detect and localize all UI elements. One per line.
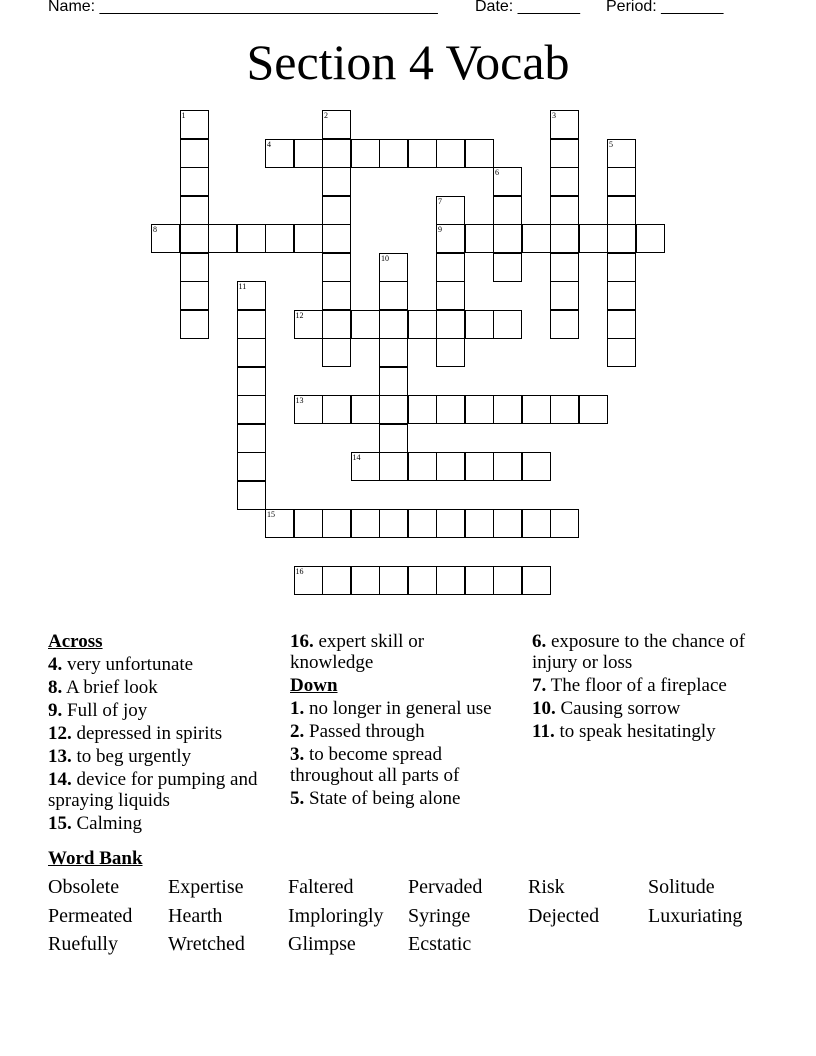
grid-cell[interactable] — [465, 566, 494, 595]
grid-cell[interactable] — [522, 509, 551, 538]
word-bank-title: Word Bank — [48, 848, 143, 869]
grid-cell[interactable] — [607, 196, 636, 225]
word-bank-item: Hearth — [168, 905, 223, 927]
grid-cell[interactable] — [379, 338, 408, 367]
grid-cell[interactable] — [607, 310, 636, 339]
grid-cell[interactable] — [579, 224, 608, 253]
grid-cell[interactable] — [237, 367, 266, 396]
grid-cell[interactable] — [607, 338, 636, 367]
grid-cell[interactable] — [379, 566, 408, 595]
clue-number: 4 — [267, 139, 271, 149]
clue-down-10: 10. Causing sorrow — [532, 698, 681, 719]
clue-down-2: 2. Passed through — [290, 721, 425, 742]
clue-down-6: 6. exposure to the chance of injury or loss — [532, 631, 746, 673]
grid-cell[interactable] — [180, 224, 209, 253]
grid-cell[interactable] — [237, 310, 266, 339]
clue-number: 9 — [438, 225, 442, 234]
grid-cell[interactable] — [436, 509, 465, 538]
grid-cell[interactable] — [322, 566, 351, 595]
grid-cell[interactable] — [379, 424, 408, 453]
grid-cell[interactable] — [550, 196, 579, 225]
grid-cell[interactable] — [436, 253, 465, 282]
grid-cell[interactable] — [550, 281, 579, 310]
grid-cell[interactable] — [322, 509, 351, 538]
grid-cell[interactable] — [151, 224, 180, 253]
date-field[interactable]: Date: _______ — [475, 0, 580, 15]
grid-cell[interactable] — [322, 338, 351, 367]
clue-across-9: 9. Full of joy — [48, 700, 148, 721]
clue-number: 13 — [295, 396, 304, 405]
grid-cell[interactable] — [379, 395, 408, 424]
clue-across-12: 12. depressed in spirits — [48, 723, 223, 744]
grid-cell[interactable] — [550, 310, 579, 339]
clue-number: 16 — [295, 567, 304, 576]
grid-cell[interactable] — [322, 110, 351, 139]
grid-cell[interactable] — [436, 224, 465, 253]
grid-cell[interactable] — [294, 310, 323, 339]
clues-column-3 — [532, 631, 762, 744]
grid-cell[interactable] — [436, 566, 465, 595]
clue-across-4: 4. very unfortunate — [48, 654, 194, 675]
grid-cell[interactable] — [465, 224, 494, 253]
clue-across-13: 13. to beg urgently — [48, 746, 192, 767]
name-field[interactable]: Name: ______________________________________ — [48, 0, 438, 15]
grid-cell[interactable] — [636, 224, 665, 253]
grid-cell[interactable] — [351, 395, 380, 424]
word-bank-item: Wretched — [168, 933, 245, 955]
grid-cell[interactable] — [550, 167, 579, 196]
grid-cell[interactable] — [607, 281, 636, 310]
grid-cell[interactable] — [465, 139, 494, 168]
clue-number: 6 — [495, 168, 499, 177]
word-bank-item: Obsolete — [48, 876, 120, 898]
grid-cell[interactable] — [322, 196, 351, 225]
grid-cell[interactable] — [493, 310, 522, 339]
clue-number: 12 — [295, 310, 304, 320]
grid-cell[interactable] — [294, 395, 323, 424]
clue-number: 14 — [352, 453, 361, 462]
clue-across-14: 14. device for pumping and spraying liquids — [48, 769, 258, 811]
word-bank-item: Glimpse — [288, 933, 356, 955]
grid-cell[interactable] — [237, 481, 266, 510]
grid-cell[interactable] — [322, 253, 351, 282]
grid-cell[interactable] — [408, 310, 437, 339]
grid-cell[interactable] — [379, 509, 408, 538]
grid-cell[interactable] — [322, 167, 351, 196]
clue-number: 7 — [438, 196, 442, 206]
grid-cell[interactable] — [237, 281, 266, 310]
grid-cell[interactable] — [550, 395, 579, 424]
grid-cell[interactable] — [408, 452, 437, 481]
clue-down-11: 11. to speak hesitatingly — [532, 721, 716, 742]
clue-number: 1 — [181, 111, 186, 120]
grid-cell[interactable] — [436, 395, 465, 424]
clue-number: 2 — [324, 111, 328, 120]
grid-cell[interactable] — [294, 139, 323, 168]
word-bank-item: Faltered — [288, 876, 354, 898]
word-bank-item: Expertise — [168, 876, 244, 898]
grid-cell[interactable] — [180, 253, 209, 282]
grid-cell[interactable] — [294, 224, 323, 253]
grid-cell[interactable] — [237, 395, 266, 424]
word-bank-item: Syringe — [408, 905, 471, 927]
grid-cell[interactable] — [436, 139, 465, 168]
grid-cell[interactable] — [351, 310, 380, 339]
grid-cell[interactable] — [351, 139, 380, 168]
clue-number: 10 — [381, 253, 389, 263]
grid-cell[interactable] — [294, 566, 323, 595]
grid-cell[interactable] — [493, 566, 522, 595]
grid-cell[interactable] — [436, 196, 465, 225]
clue-across-8: 8. A brief look — [48, 677, 158, 698]
grid-cell[interactable] — [180, 196, 209, 225]
grid-cell[interactable] — [379, 367, 408, 396]
grid-cell[interactable] — [322, 281, 351, 310]
down-heading: Down — [290, 675, 338, 696]
grid-cell[interactable] — [322, 395, 351, 424]
across-heading: Across — [48, 631, 103, 652]
clue-across-15: 15. Calming — [48, 813, 142, 834]
grid-cell[interactable] — [465, 452, 494, 481]
grid-cell[interactable] — [379, 139, 408, 168]
grid-cell[interactable] — [607, 224, 636, 253]
grid-cell[interactable] — [322, 224, 351, 253]
clue-number: 3 — [552, 111, 556, 120]
word-bank-item: Luxuriating — [648, 905, 743, 927]
clue-number: 8 — [153, 225, 157, 234]
grid-cell[interactable] — [408, 139, 437, 168]
grid-cell[interactable] — [180, 139, 209, 168]
word-bank-item: Ecstatic — [408, 933, 472, 955]
clue-number: 5 — [609, 139, 613, 149]
grid-cell[interactable] — [465, 395, 494, 424]
grid-cell[interactable] — [436, 452, 465, 481]
word-bank-item: Permeated — [48, 905, 133, 927]
grid-cell[interactable] — [351, 452, 380, 481]
grid-cell[interactable] — [550, 139, 579, 168]
grid-cell[interactable] — [408, 566, 437, 595]
clue-across-16: 16. expert skill or knowledge — [290, 631, 425, 673]
grid-cell[interactable] — [180, 310, 209, 339]
grid-cell[interactable] — [493, 167, 522, 196]
clue-down-1: 1. no longer in general use — [290, 698, 492, 719]
grid-cell[interactable] — [294, 509, 323, 538]
word-bank-item: Risk — [528, 876, 565, 898]
grid-cell[interactable] — [465, 509, 494, 538]
clue-number: 11 — [238, 282, 247, 291]
grid-cell[interactable] — [493, 509, 522, 538]
grid-cell[interactable] — [322, 139, 351, 168]
grid-cell[interactable] — [180, 281, 209, 310]
grid-cell[interactable] — [180, 110, 209, 139]
grid-cell[interactable] — [522, 566, 551, 595]
grid-cell[interactable] — [493, 224, 522, 253]
grid-cell[interactable] — [180, 167, 209, 196]
period-field[interactable]: Period: _______ — [606, 0, 724, 15]
grid-cell[interactable] — [493, 452, 522, 481]
grid-cell[interactable] — [351, 509, 380, 538]
grid-cell[interactable] — [237, 452, 266, 481]
grid-cell[interactable] — [265, 224, 294, 253]
grid-cell[interactable] — [493, 196, 522, 225]
word-bank-item: Imploringly — [288, 905, 384, 927]
grid-cell[interactable] — [465, 310, 494, 339]
clue-down-3: 3. to become spread throughout all parts of — [290, 744, 460, 786]
clue-down-7: 7. The floor of a fireplace — [532, 675, 727, 696]
grid-cell[interactable] — [550, 509, 579, 538]
grid-cell[interactable] — [493, 395, 522, 424]
grid-cell[interactable] — [436, 338, 465, 367]
grid-cell[interactable] — [607, 139, 636, 168]
grid-cell[interactable] — [322, 310, 351, 339]
clue-number: 15 — [267, 510, 275, 519]
grid-cell[interactable] — [550, 224, 579, 253]
grid-cell[interactable] — [607, 253, 636, 282]
grid-cell[interactable] — [408, 395, 437, 424]
grid-cell[interactable] — [237, 338, 266, 367]
word-bank-item: Pervaded — [408, 876, 483, 898]
grid-cell[interactable] — [522, 224, 551, 253]
grid-cell[interactable] — [379, 253, 408, 282]
grid-cell[interactable] — [237, 424, 266, 453]
grid-cell[interactable] — [579, 395, 608, 424]
clues-column-1 — [48, 631, 273, 836]
page-title: Section 4 Vocab — [246, 34, 570, 90]
grid-cell[interactable] — [493, 253, 522, 282]
grid-cell[interactable] — [607, 167, 636, 196]
grid-cell[interactable] — [265, 139, 294, 168]
grid-cell[interactable] — [522, 395, 551, 424]
clues-column-2 — [290, 631, 510, 811]
grid-cell[interactable] — [351, 566, 380, 595]
grid-cell[interactable] — [550, 110, 579, 139]
grid-cell[interactable] — [436, 281, 465, 310]
clue-down-5: 5. State of being alone — [290, 788, 461, 809]
grid-cell[interactable] — [379, 310, 408, 339]
word-bank-item: Ruefully — [48, 933, 118, 955]
grid-cell[interactable] — [379, 452, 408, 481]
grid-cell[interactable] — [379, 281, 408, 310]
grid-cell[interactable] — [550, 253, 579, 282]
grid-cell[interactable] — [237, 224, 266, 253]
word-bank-item: Solitude — [648, 876, 715, 898]
word-bank-item: Dejected — [528, 905, 600, 927]
grid-cell[interactable] — [208, 224, 237, 253]
grid-cell[interactable] — [265, 509, 294, 538]
grid-cell[interactable] — [408, 509, 437, 538]
grid-cell[interactable] — [522, 452, 551, 481]
grid-cell[interactable] — [436, 310, 465, 339]
